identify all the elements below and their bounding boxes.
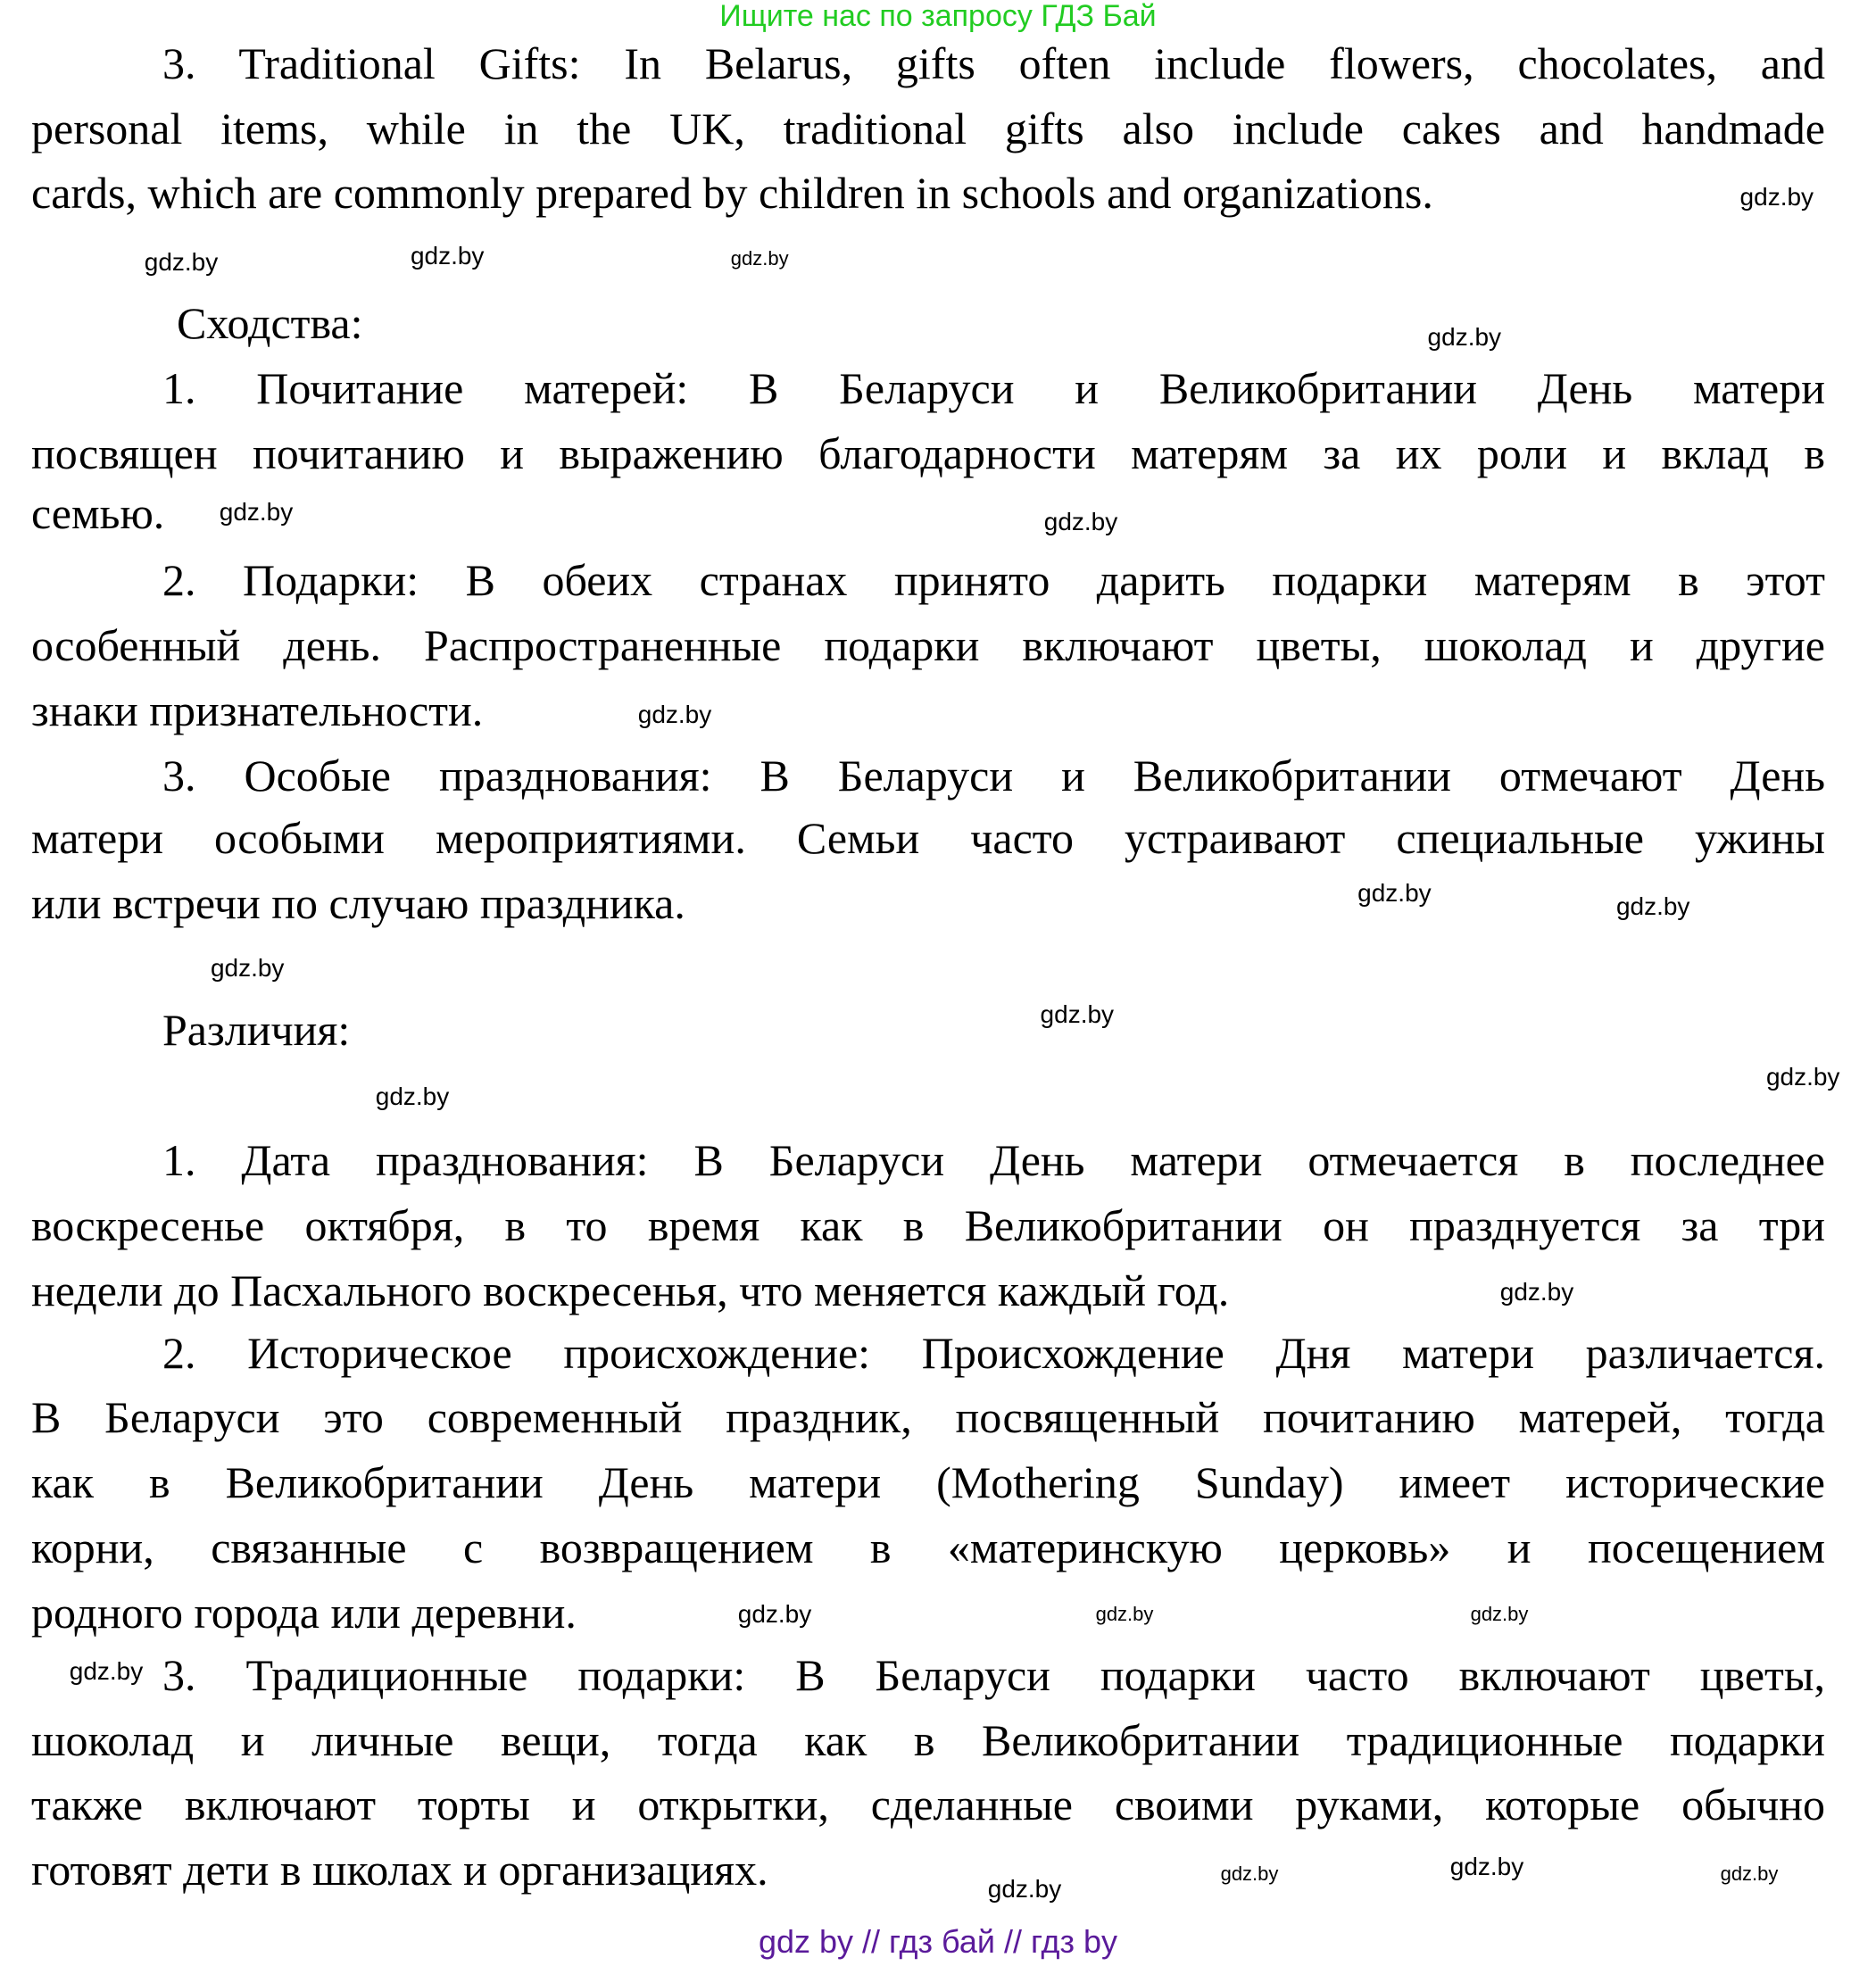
section-heading-similarities: Сходства:	[177, 298, 363, 348]
watermark: gdz.by	[1765, 1062, 1840, 1091]
watermark: gdz.by	[1095, 1602, 1154, 1625]
text-line: посвящен почитанию и выражению благодарности матерям за их роли и вклад в	[31, 427, 1825, 478]
watermark: gdz.by	[1040, 1000, 1115, 1028]
watermark: gdz.by	[737, 1599, 812, 1628]
footer-links[interactable]: gdz by // гдз бай // гдз by	[758, 1923, 1118, 1960]
text-line: корни, связанные с возвращением в «материнскую церковь» и посещением	[31, 1522, 1825, 1572]
watermark: gdz.by	[730, 246, 789, 270]
watermark: gdz.by	[69, 1657, 144, 1686]
text-line: воскресенье октября, в то время как в Великобритании он празднуется за три	[31, 1199, 1825, 1250]
text-line: готовят дети в школах и организациях.	[31, 1845, 768, 1895]
text-line: 2. Подарки: В обеих странах принято дарить подарки матерям в этот	[162, 555, 1825, 606]
watermark: gdz.by	[1449, 1852, 1524, 1880]
text-line: особенный день. Распространенные подарки включают цветы, шоколад и другие	[31, 620, 1825, 671]
watermark: gdz.by	[637, 700, 712, 728]
watermark: gdz.by	[1499, 1277, 1574, 1306]
text-line: или встречи по случаю праздника.	[31, 877, 685, 928]
text-line: 3. Особые празднования: В Беларуси и Великобритании отмечают День	[162, 750, 1825, 801]
watermark: gdz.by	[375, 1083, 450, 1111]
watermark: gdz.by	[410, 242, 485, 270]
watermark: gdz.by	[144, 248, 219, 276]
text-line: семью.	[31, 487, 165, 538]
text-line: шоколад и личные вещи, тогда как в Великобритании традиционные подарки	[31, 1714, 1825, 1765]
text-line: знаки признательности.	[31, 685, 484, 735]
text-line: 3. Традиционные подарки: В Беларуси подарки часто включают цветы,	[162, 1649, 1825, 1700]
watermark: gdz.by	[219, 498, 294, 526]
watermark: gdz.by	[210, 954, 285, 982]
text-line: В Беларуси это современный праздник, посвященный почитанию матерей, тогда	[31, 1392, 1825, 1443]
watermark: gdz.by	[1615, 892, 1690, 921]
text-line: 3. Traditional Gifts: In Belarus, gifts often include flowers, chocolates, and	[162, 37, 1825, 88]
watermark: gdz.by	[1220, 1862, 1279, 1885]
text-line: 2. Историческое происхождение: Происхождение Дня матери различается.	[162, 1327, 1825, 1378]
watermark: gdz.by	[1043, 508, 1118, 536]
section-heading-differences: Различия:	[162, 1005, 351, 1056]
text-line: cards, which are commonly prepared by children in schools and organizations.	[31, 168, 1433, 219]
watermark: gdz.by	[1739, 183, 1814, 212]
text-line: недели до Пасхального воскресенья, что меняется каждый год.	[31, 1265, 1230, 1315]
text-line: personal items, while in the UK, traditional gifts also include cakes and handmade	[31, 103, 1825, 153]
watermark: gdz.by	[987, 1874, 1062, 1903]
text-line: матери особыми мероприятиями. Семьи часто устраивают специальные ужины	[31, 812, 1825, 863]
text-line: 1. Дата празднования: В Беларуси День матери отмечается в последнее	[162, 1135, 1825, 1185]
watermark: gdz.by	[1427, 323, 1502, 351]
text-line: 1. Почитание матерей: В Беларуси и Великобритании День матери	[162, 362, 1825, 413]
watermark: gdz.by	[1357, 879, 1432, 907]
watermark: gdz.by	[1470, 1602, 1529, 1625]
text-line: также включают торты и открытки, сделанные своими руками, которые обычно	[31, 1779, 1825, 1830]
text-line: родного города или деревни.	[31, 1587, 577, 1638]
search-promo-header: Ищите нас по запросу ГДЗ Бай	[719, 0, 1157, 33]
text-line: как в Великобритании День матери (Mothering Sunday) имеет исторические	[31, 1457, 1825, 1508]
watermark: gdz.by	[1720, 1862, 1779, 1885]
